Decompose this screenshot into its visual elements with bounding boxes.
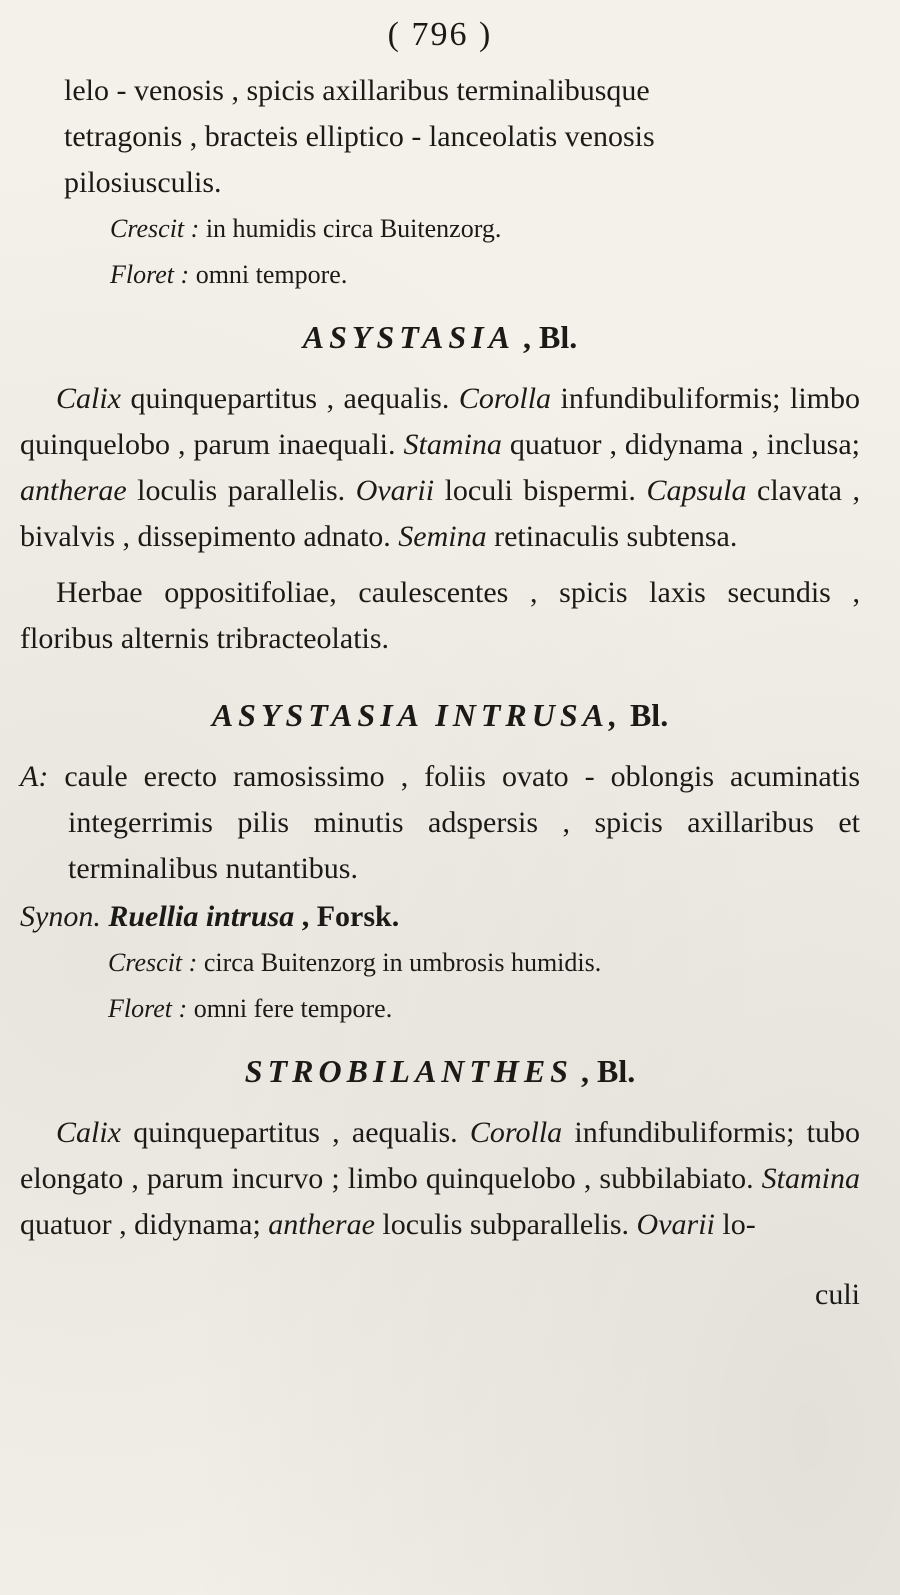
page-number: ( 796 ) bbox=[387, 16, 493, 53]
species-label: A: bbox=[20, 760, 49, 793]
species-habitat-note bbox=[20, 940, 860, 986]
continuation-line-1: lelo - venosis , spicis axillaribus terminalibusque bbox=[64, 74, 650, 107]
genus-description-strobilanthes bbox=[20, 1110, 860, 1248]
habitat-note bbox=[20, 206, 860, 252]
asystasia-desc-run-9: loculi bispermi. bbox=[434, 474, 647, 507]
synonym-name: Ruellia intrusa bbox=[100, 900, 295, 933]
species-author: Bl. bbox=[621, 697, 669, 733]
asystasia-desc-run-10: Capsula bbox=[646, 474, 747, 507]
strobilanthes-desc-run-1: quinquepartitus , aequalis. bbox=[121, 1116, 470, 1149]
species-crescit-label: Crescit : bbox=[108, 948, 198, 977]
synonym-line bbox=[20, 894, 860, 940]
asystasia-desc-run-4: Stamina bbox=[403, 428, 502, 461]
species-floret-text: omni fere tempore. bbox=[187, 994, 393, 1023]
strobilanthes-desc-run-2: Corolla bbox=[469, 1116, 563, 1149]
continuation-line-2: tetragonis , bracteis elliptico - lanceolatis venosis bbox=[64, 120, 655, 153]
asystasia-desc-run-3: infundibuliformis; limbo quinquelobo , parum inaequali. bbox=[20, 382, 860, 461]
strobilanthes-desc-run-8: Ovarii bbox=[636, 1208, 715, 1241]
asystasia-desc-run-11: clavata , bivalvis , dissepimento adnato. bbox=[20, 474, 860, 553]
asystasia-desc-run-5: quatuor , didynama , inclusa; bbox=[501, 428, 860, 461]
asystasia-desc-run-7: loculis parallelis. bbox=[126, 474, 356, 507]
strobilanthes-desc-run-7: loculis subparallelis. bbox=[374, 1208, 637, 1241]
strobilanthes-desc-run-4: Stamina bbox=[761, 1162, 860, 1195]
species-floret-label: Floret : bbox=[108, 994, 188, 1023]
floret-label: Floret : bbox=[110, 260, 190, 289]
genus-description-asystasia bbox=[20, 376, 860, 560]
asystasia-desc-run-13: retinaculis subtensa. bbox=[486, 520, 738, 553]
asystasia-desc-run-6: antherae bbox=[20, 474, 127, 507]
crescit-label: Crescit : bbox=[110, 214, 200, 243]
species-diagnosis-text: caule erecto ramosissimo , foliis ovato - oblongis acuminatis integerrimis pilis minutis adspersis , spicis axillaribus et terminalibus nutantibus. bbox=[48, 760, 860, 885]
strobilanthes-desc-run-6: antherae bbox=[268, 1208, 375, 1241]
asystasia-desc-run-8: Ovarii bbox=[355, 474, 435, 507]
genus-heading-strobilanthes bbox=[20, 1046, 860, 1096]
synonym-author: , Forsk. bbox=[294, 900, 400, 933]
strobilanthes-desc-run-9: lo- bbox=[714, 1208, 756, 1241]
genus-habit-asystasia: Herbae oppositifoliae, caulescentes , spicis laxis secundis , floribus alternis tribracteolatis. bbox=[20, 576, 860, 655]
species-crescit-text: circa Buitenzorg in umbrosis humidis. bbox=[197, 948, 602, 977]
strobilanthes-desc-run-3: infundibuliformis; tubo elongato , parum incurvo ; limbo quinquelobo , subbilabiato. bbox=[20, 1116, 860, 1195]
species-name: ASYSTASIA INTRUSA, bbox=[211, 697, 622, 733]
species-diagnosis bbox=[20, 754, 860, 892]
floret-text: omni tempore. bbox=[189, 260, 348, 289]
asystasia-desc-run-1: quinquepartitus , aequalis. bbox=[121, 382, 459, 415]
synonym-label: Synon. bbox=[20, 900, 101, 933]
previous-species-continuation bbox=[20, 68, 860, 298]
genus-author: , Bl. bbox=[514, 319, 578, 355]
asystasia-desc-run-12: Semina bbox=[398, 520, 487, 553]
asystasia-desc-run-2: Corolla bbox=[458, 382, 552, 415]
continuation-line-3: pilosiusculis. bbox=[64, 166, 222, 199]
genus2-name: STROBILANTHES bbox=[244, 1053, 573, 1089]
catchword: culi bbox=[815, 1278, 860, 1311]
genus2-author: , Bl. bbox=[572, 1053, 636, 1089]
genus-name: ASYSTASIA bbox=[302, 319, 515, 355]
species-heading-asystasia-intrusa bbox=[20, 690, 860, 740]
genus-heading-asystasia bbox=[20, 312, 860, 362]
asystasia-desc-run-0: Calix bbox=[56, 382, 121, 415]
crescit-text: in humidis circa Buitenzorg. bbox=[199, 214, 502, 243]
strobilanthes-desc-run-5: quatuor , didynama; bbox=[20, 1208, 269, 1241]
flowering-note bbox=[20, 252, 860, 298]
species-flowering-note bbox=[20, 986, 860, 1032]
strobilanthes-desc-run-0: Calix bbox=[56, 1116, 121, 1149]
